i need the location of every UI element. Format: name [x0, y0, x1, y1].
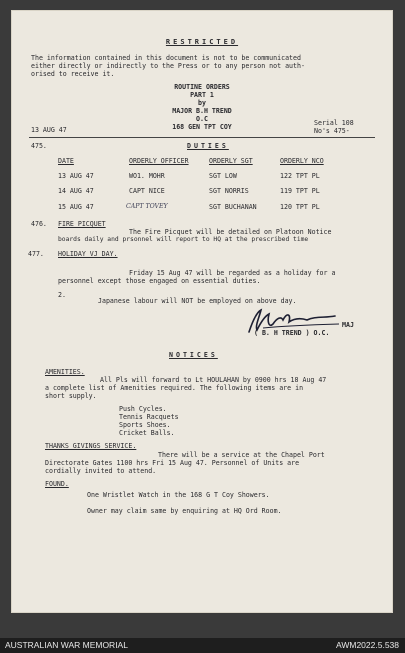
- order-477-sub-line: Japanese labour will NOT be employed on above day.: [98, 297, 297, 305]
- amenities-item-4: Cricket Balls.: [119, 429, 175, 437]
- amenities-line3: short supply.: [45, 392, 97, 400]
- thanksgiving-line2: Directorate Gates 1100 hrs Fri 15 Aug 47. Personnel of Units are: [45, 459, 300, 467]
- amenities-line1: All Pls will forward to Lt HOULAHAN by 0900 hrs 18 Aug 47: [100, 376, 327, 384]
- duty-row-2-officer: CAPT NICE: [129, 187, 165, 195]
- unit-name: 168 GEN TPT COY: [172, 123, 232, 131]
- found-heading: FOUND.: [45, 480, 69, 488]
- col-date: DATE: [58, 157, 74, 165]
- document-page: [11, 10, 393, 613]
- order-numbers: No's 475-: [314, 127, 350, 135]
- amenities-item-1: Push Cycles.: [119, 405, 167, 413]
- header-divider: [29, 137, 375, 138]
- amenities-line2: a complete list of Amenities required. The following items are in: [45, 384, 304, 392]
- accession-number: AWM2022.5.538: [336, 640, 399, 650]
- commander-title: O.C: [196, 115, 208, 123]
- duty-row-2-date: 14 AUG 47: [58, 187, 94, 195]
- order-477-line1: Friday 15 Aug 47 will be regarded as a holiday for a: [129, 269, 336, 277]
- duty-row-1-sgt: SGT LOW: [209, 172, 237, 180]
- duty-row-2-sgt: SGT NORRIS: [209, 187, 249, 195]
- commander-name: MAJOR B.H TREND: [172, 107, 232, 115]
- order-476-heading: FIRE PICQUET: [58, 220, 106, 228]
- notices-heading: NOTICES: [169, 351, 218, 359]
- thanksgiving-line1: There will be a service at the Chapel Port: [158, 451, 325, 459]
- duty-row-3-sgt: SGT BUCHANAN: [209, 203, 257, 211]
- order-476-line1: The Fire Picquet will be detailed on Platoon Notice: [129, 228, 332, 236]
- duty-row-3-date: 15 AUG 47: [58, 203, 94, 211]
- archive-footer: [0, 638, 405, 653]
- order-477-line2: personnel except those engaged on essential duties.: [58, 277, 261, 285]
- duties-number: 475.: [31, 142, 47, 150]
- thanksgiving-heading: THANKS GIVINGS SERVICE.: [45, 442, 137, 450]
- part-title: PART 1: [190, 91, 214, 99]
- order-476-number: 476.: [31, 220, 47, 228]
- amenities-item-3: Sports Shoes.: [119, 421, 171, 429]
- duty-row-1-officer: WO1. MOHR: [129, 172, 165, 180]
- order-476-line2: boards daily and prsonnel will report to HQ at the prescribed time: [58, 236, 309, 243]
- col-orderly-sgt: ORDERLY SGT: [209, 157, 253, 165]
- by-label: by: [198, 99, 206, 107]
- duty-row-1-nco: 122 TPT PL: [280, 172, 320, 180]
- serial-number: Serial 108: [314, 119, 354, 127]
- order-477-sub-number: 2.: [58, 291, 66, 299]
- order-477-heading: HOLIDAY VJ DAY.: [58, 250, 118, 258]
- routine-orders-title: ROUTINE ORDERS: [174, 83, 230, 91]
- found-line2: Owner may claim same by enquiring at HQ Ord Room.: [87, 507, 282, 515]
- col-orderly-officer: ORDERLY OFFICER: [129, 157, 189, 165]
- classification-banner: RESTRICTED: [165, 38, 239, 46]
- found-line1: One Wristlet Watch in the 168 G T Coy Showers.: [87, 491, 270, 499]
- duties-heading: DUTIES: [187, 142, 229, 150]
- signature-name: ( B. H TREND ) O.C.: [254, 329, 330, 337]
- col-orderly-nco: ORDERLY NCO: [280, 157, 324, 165]
- order-477-number: 477.: [28, 250, 44, 258]
- duty-row-3-nco: 120 TPT PL: [280, 203, 320, 211]
- amenities-heading: AMENITIES.: [45, 368, 85, 376]
- duty-row-3-officer-handwritten: CAPT TOVEY: [126, 203, 168, 210]
- restriction-notice-line3: orised to receive it.: [31, 70, 115, 78]
- duty-row-1-date: 13 AUG 47: [58, 172, 94, 180]
- duty-row-2-nco: 119 TPT PL: [280, 187, 320, 195]
- restriction-notice-line2: either directly or indirectly to the Press or to any person not auth-: [31, 62, 305, 70]
- institution-name: AUSTRALIAN WAR MEMORIAL: [5, 640, 128, 650]
- thanksgiving-line3: cordially invited to attend.: [45, 467, 157, 475]
- amenities-item-2: Tennis Racquets: [119, 413, 179, 421]
- signature-rank: MAJ: [342, 321, 354, 329]
- restriction-notice-line1: The information contained in this document is not to be communicated: [31, 54, 301, 62]
- order-date: 13 AUG 47: [31, 126, 67, 134]
